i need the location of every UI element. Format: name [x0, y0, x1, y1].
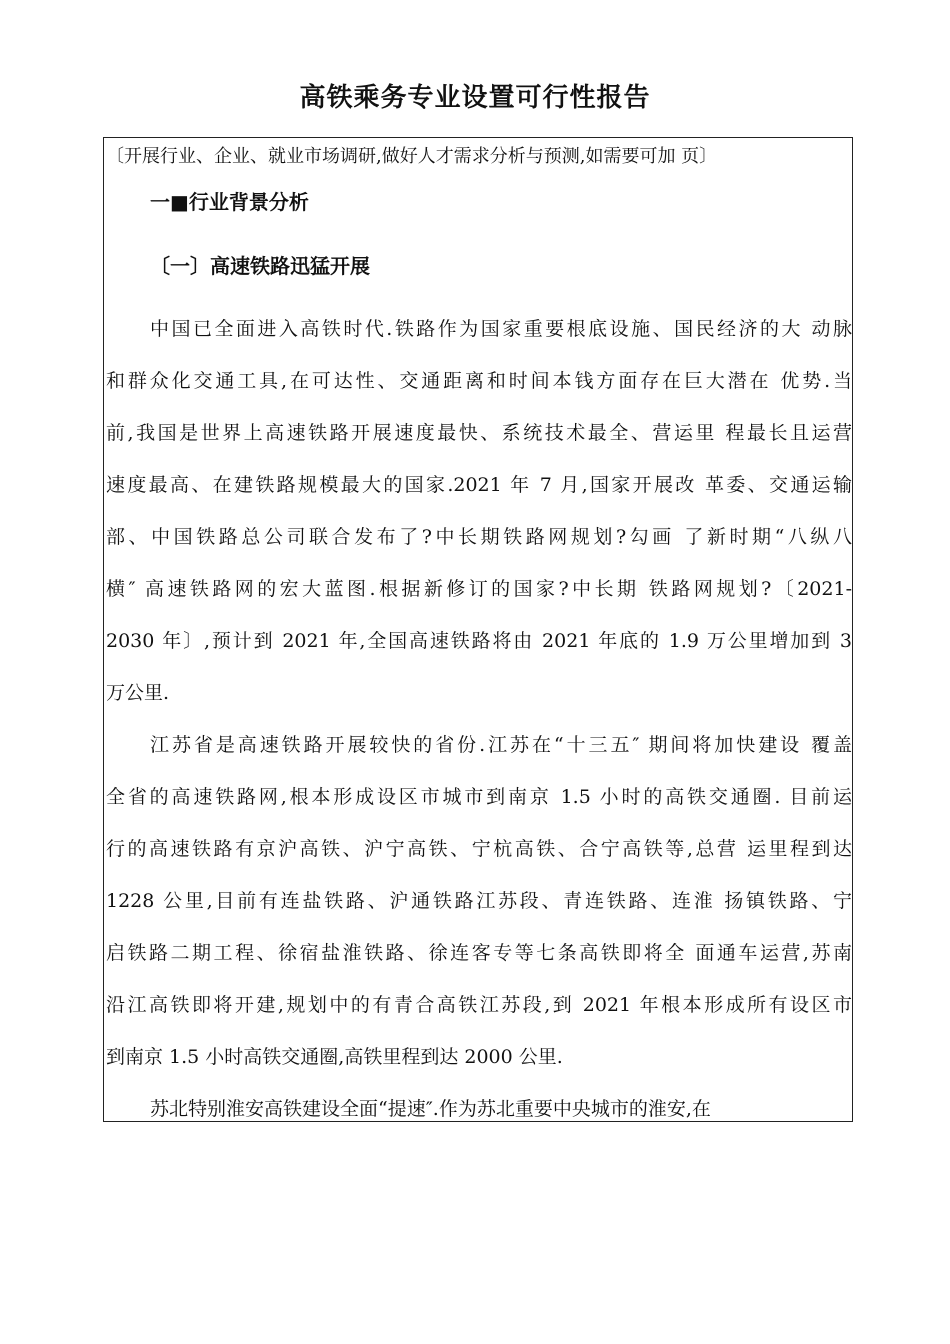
- paragraph-line: 中国已全面进入高铁时代.铁路作为国家重要根底设施、国民经济的大 动脉: [150, 318, 852, 340]
- paragraph-jiangsu-rail: [104, 719, 853, 1083]
- paragraph-line: 沿江高铁即将开建,规划中的有青合高铁江苏段,到 2021 年根本形成所有设区市: [106, 994, 852, 1016]
- section-heading: 一■行业背景分析: [150, 190, 309, 214]
- paragraph-high-speed-rail-national: [104, 303, 853, 719]
- paragraph-line: 2030 年〕,预计到 2021 年,全国高速铁路将由 2021 年底的 1.9 万公里增加到 3: [106, 630, 852, 652]
- paragraph-line: 速度最高、在建铁路规模最大的国家.2021 年 7 月,国家开展改 革委、交通运输: [106, 474, 852, 496]
- paragraph-line: 和群众化交通工具,在可达性、交通距离和时间本钱方面存在巨大潜在 优势.当: [106, 370, 852, 392]
- paragraph-line: 到南京 1.5 小时高铁交通圈,高铁里程到达 2000 公里.: [106, 1046, 563, 1068]
- paragraph-line: 行的高速铁路有京沪高铁、沪宁高铁、宁杭高铁、合宁高铁等,总营 运里程到达: [106, 838, 852, 860]
- paragraph-line: 横″ 高速铁路网的宏大蓝图.根据新修订的国家?中长期 铁路网规划?〔2021-: [106, 578, 852, 600]
- document-title: 高铁乘务专业设置可行性报告: [299, 83, 651, 113]
- paragraph-line: 部、中国铁路总公司联合发布了?中长期铁路网规划?勾画 了新时期“八纵八: [106, 526, 852, 548]
- paragraph-line: 前,我国是世界上高速铁路开展速度最快、系统技术最全、营运里 程最长且运营: [106, 422, 852, 444]
- paragraph-line: 苏北特别淮安高铁建设全面“提速″.作为苏北重要中央城市的淮安,在: [150, 1098, 711, 1120]
- paragraph-line: 万公里.: [106, 682, 170, 704]
- paragraph-line: 全省的高速铁路网,根本形成设区市城市到南京 1.5 小时的高铁交通圈. 目前运: [106, 786, 852, 808]
- content-table-cell: [103, 137, 853, 1122]
- instruction-note: 〔开展行业、企业、就业市场调研,做好人才需求分析与预测,如需要可加 页〕: [106, 146, 718, 167]
- subsection-heading: 〔一〕高速铁路迅猛开展: [150, 254, 370, 278]
- paragraph-line: 1228 公里,目前有连盐铁路、沪通铁路江苏段、青连铁路、连淮 扬镇铁路、宁: [106, 890, 852, 912]
- paragraph-huaian-rail: [104, 1083, 853, 1122]
- paragraph-line: 江苏省是高速铁路开展较快的省份.江苏在“十三五″ 期间将加快建设 覆盖: [150, 734, 852, 756]
- paragraph-line: 启铁路二期工程、徐宿盐淮铁路、徐连客专等七条高铁即将全 面通车运营,苏南: [106, 942, 852, 964]
